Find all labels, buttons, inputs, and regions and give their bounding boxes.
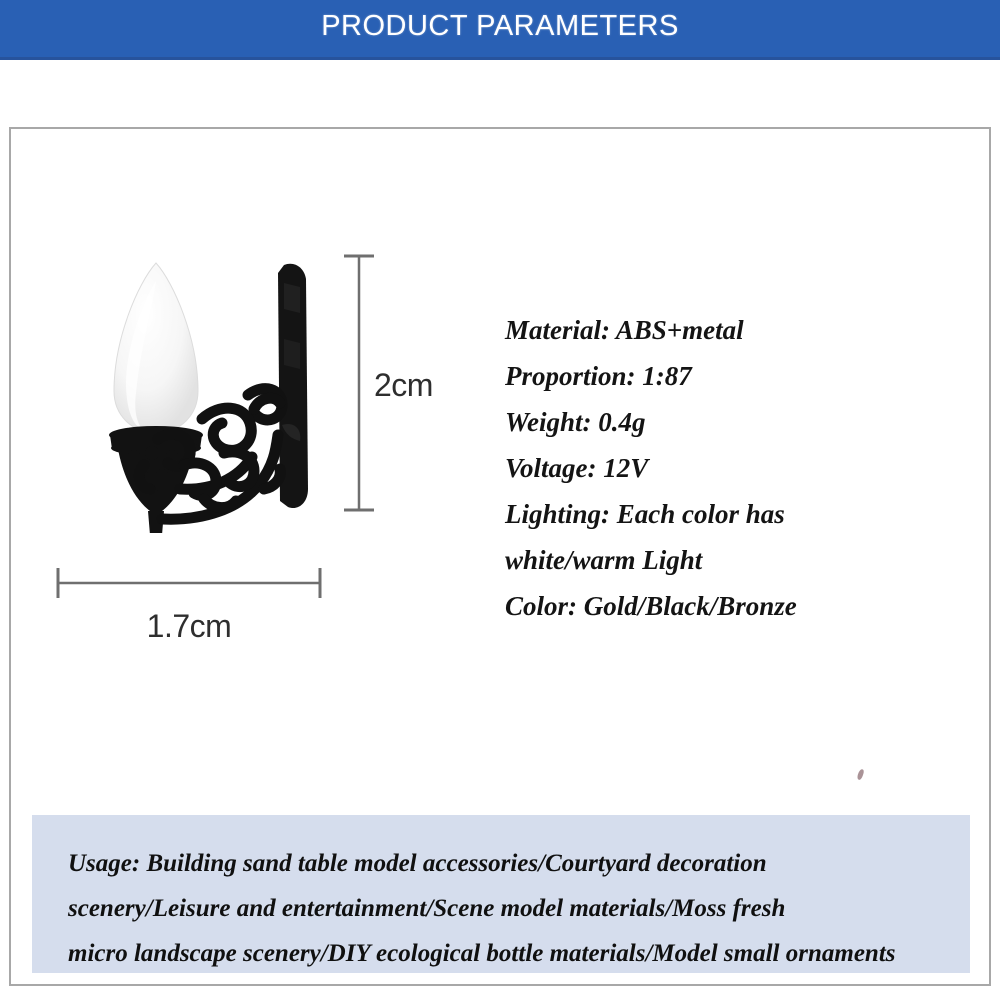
usage-line-1: Usage: Building sand table model accessories/Courtyard decoration — [68, 850, 767, 877]
spec-list — [505, 307, 925, 629]
usage-box — [32, 815, 970, 973]
dimension-arrow-horizontal-icon — [50, 566, 330, 600]
usage-line-3: micro landscape scenery/DIY ecological bottle materials/Model small ornaments — [68, 940, 896, 967]
wall-sconce-lamp-illustration — [52, 243, 342, 533]
spec-line-voltage: Voltage: 12V — [505, 453, 649, 483]
spec-line-weight: Weight: 0.4g — [505, 407, 646, 437]
page-title: PRODUCT PARAMETERS — [321, 10, 679, 42]
product-image — [52, 243, 342, 533]
usage-line-2: scenery/Leisure and entertainment/Scene model materials/Moss fresh — [68, 895, 786, 922]
spec-line-lighting-cont: white/warm Light — [505, 545, 703, 575]
dimension-label-width: 1.7cm — [146, 608, 232, 644]
spec-line-material: Material: ABS+metal — [505, 315, 744, 345]
spec-line-lighting: Lighting: Each color has — [505, 499, 785, 529]
spec-line-color: Color: Gold/Black/Bronze — [505, 591, 797, 621]
header-banner — [0, 0, 1000, 60]
spec-line-proportion: Proportion: 1:87 — [505, 361, 692, 391]
lamp-shade-icon — [114, 263, 198, 433]
dimension-line-width — [50, 566, 330, 600]
dimension-label-height: 2cm — [374, 367, 433, 403]
